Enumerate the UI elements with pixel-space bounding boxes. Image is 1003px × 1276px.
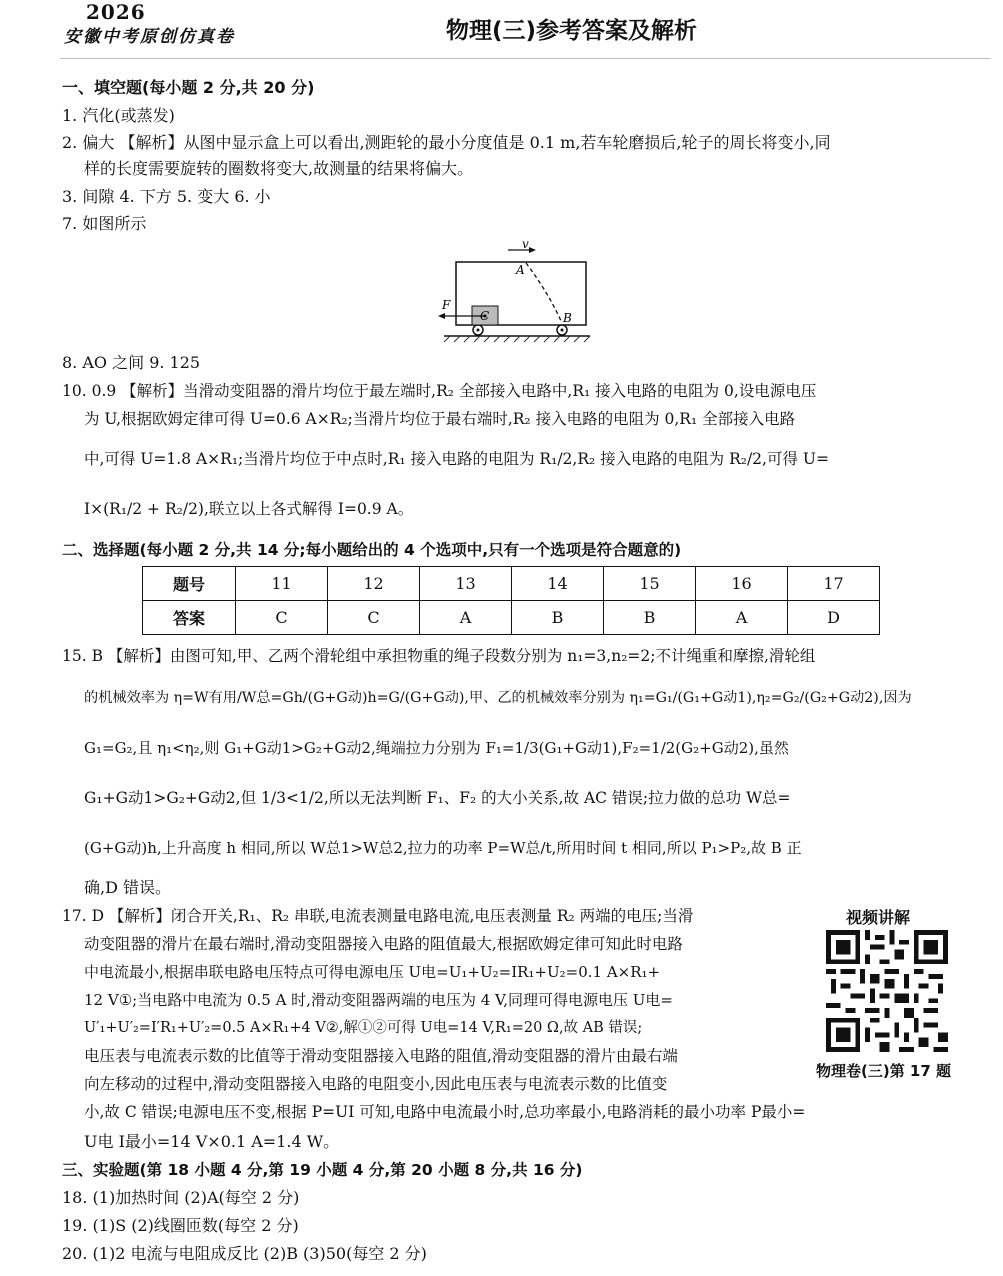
answer-q3-6: 3. 间隙 4. 下方 5. 变大 6. 小 bbox=[62, 187, 271, 206]
label-c: C bbox=[480, 309, 490, 323]
answer-q10-line3: 中,可得 U=1.8 A×R₁;当滑片均位于中点时,R₁ 接入电路的电阻为 R₁/2,R₂ 接入电路的电阻为 R₂/2,可得 U= bbox=[84, 450, 829, 468]
answer-q17-line1: 17. D 【解析】闭合开关,R₁、R₂ 串联,电流表测量电路电流,电压表测量 R₂ 两端的电压;当滑 bbox=[62, 907, 694, 925]
answer-q10-line4: I×(R₁/2 + R₂/2),联立以上各式解得 I=0.9 A。 bbox=[84, 500, 414, 518]
label-f: F bbox=[442, 298, 451, 312]
section3-heading: 三、实验题(第 18 小题 4 分,第 19 小题 4 分,第 20 小题 8 分,共 16 分) bbox=[62, 1161, 583, 1179]
answer-q17-line4: 12 V①;当电路中电流为 0.5 A 时,滑动变阻器两端的电压为 4 V,同理可得电源电压 U电= bbox=[84, 991, 673, 1009]
page-title: 物理(三)参考答案及解析 bbox=[446, 18, 698, 44]
answer-q15-line1: 15. B 【解析】由图可知,甲、乙两个滑轮组中承担物重的绳子段数分别为 n₁=3,n₂=2;不计绳重和摩擦,滑轮组 bbox=[62, 647, 816, 665]
table-header-question: 题号 bbox=[143, 567, 236, 601]
answer-q15-line3: G₁=G₂,且 η₁<η₂,则 G₁+G动1>G₂+G动2,绳端拉力分别为 F₁=1/3(G₁+G动1),F₂=1/2(G₂+G动2),虽然 bbox=[84, 739, 789, 757]
table-cell: A bbox=[420, 601, 512, 635]
q7-figure bbox=[430, 236, 600, 348]
qr-code-icon[interactable] bbox=[826, 930, 948, 1052]
answer-q17-line2: 动变阻器的滑片在最右端时,滑动变阻器接入电路的阻值最大,根据欧姆定律可知此时电路 bbox=[84, 935, 683, 953]
table-row-answers bbox=[143, 601, 880, 635]
table-cell: 16 bbox=[696, 567, 788, 601]
table-cell: 15 bbox=[604, 567, 696, 601]
section2-heading: 二、选择题(每小题 2 分,共 14 分;每小题给出的 4 个选项中,只有一个选项是符合题意的) bbox=[62, 541, 682, 559]
header-year: 2026 bbox=[86, 0, 146, 24]
table-row-questions bbox=[143, 567, 880, 601]
answer-q19: 19. (1)S (2)线圈匝数(每空 2 分) bbox=[62, 1216, 299, 1235]
table-cell: 12 bbox=[328, 567, 420, 601]
answer-q20: 20. (1)2 电流与电阻成反比 (2)B (3)50(每空 2 分) bbox=[62, 1244, 427, 1263]
answer-q17-line9: U电 I最小=14 V×0.1 A=1.4 W。 bbox=[84, 1132, 340, 1151]
label-v: v bbox=[522, 237, 529, 251]
header-divider bbox=[60, 58, 990, 59]
section1-heading: 一、填空题(每小题 2 分,共 20 分) bbox=[62, 78, 315, 97]
answer-q17-line8: 小,故 C 错误;电源电压不变,根据 P=UI 可知,电路中电流最小时,总功率最小,电路消耗的最小功率 P最小= bbox=[84, 1103, 806, 1121]
answer-q8-9: 8. AO 之间 9. 125 bbox=[62, 353, 201, 372]
video-caption: 物理卷(三)第 17 题 bbox=[816, 1062, 952, 1080]
answer-q15-line4: G₁+G动1>G₂+G动2,但 1/3<1/2,所以无法判断 F₁、F₂ 的大小关系,故 AC 错误;拉力做的总功 W总= bbox=[84, 789, 791, 807]
table-cell: C bbox=[328, 601, 420, 635]
label-a: A bbox=[516, 263, 525, 277]
answer-q7: 7. 如图所示 bbox=[62, 214, 147, 233]
answer-q15-line6: 确,D 错误。 bbox=[84, 878, 172, 897]
answer-q15-line2: 的机械效率为 η=W有用/W总=Gh/(G+G动)h=G/(G+G动),甲、乙的机械效率分别为 η₁=G₁/(G₁+G动1),η₂=G₂/(G₂+G动2),因为 bbox=[84, 690, 912, 706]
label-b: B bbox=[563, 311, 572, 325]
table-cell: 13 bbox=[420, 567, 512, 601]
answer-table bbox=[142, 566, 880, 635]
table-cell: B bbox=[512, 601, 604, 635]
answer-q17-line6: 电压表与电流表示数的比值等于滑动变阻器接入电路的阻值,滑动变阻器的滑片由最右端 bbox=[84, 1047, 678, 1065]
table-cell: 14 bbox=[512, 567, 604, 601]
table-cell: B bbox=[604, 601, 696, 635]
table-header-answer: 答案 bbox=[143, 601, 236, 635]
ground-hatch bbox=[444, 336, 590, 342]
answer-q15-line5: (G+G动)h,上升高度 h 相同,所以 W总1>W总2,拉力的功率 P=W总/t,所用时间 t 相同,所以 P₁>P₂,故 B 正 bbox=[84, 839, 802, 857]
answer-q17-line7: 向左移动的过程中,滑动变阻器接入电路的电阻变小,因此电压表与电流表示数的比值变 bbox=[84, 1075, 668, 1093]
video-title: 视频讲解 bbox=[846, 908, 911, 927]
answer-q18: 18. (1)加热时间 (2)A(每空 2 分) bbox=[62, 1188, 300, 1207]
answer-q2-line1: 2. 偏大 【解析】从图中显示盒上可以看出,测距轮的最小分度值是 0.1 m,若车轮磨损后,轮子的周长将变小,同 bbox=[62, 133, 831, 152]
answer-q10-line1: 10. 0.9 【解析】当滑动变阻器的滑片均位于最左端时,R₂ 全部接入电路中,R₁ 接入电路的电阻为 0,设电源电压 bbox=[62, 382, 817, 400]
table-cell: A bbox=[696, 601, 788, 635]
table-cell: D bbox=[788, 601, 880, 635]
fall-path bbox=[526, 263, 562, 323]
table-cell: 11 bbox=[236, 567, 328, 601]
answer-q10-line2: 为 U,根据欧姆定律可得 U=0.6 A×R₂;当滑片均位于最右端时,R₂ 接入电路的电阻为 0,R₁ 全部接入电路 bbox=[84, 410, 796, 428]
answer-q17-line5: U′₁+U′₂=I′R₁+U′₂=0.5 A×R₁+4 V②,解①②可得 U电=14 V,R₁=20 Ω,故 AB 错误; bbox=[84, 1020, 643, 1036]
answer-q17-line3: 中电流最小,根据串联电路电压特点可得电源电压 U电=U₁+U₂=IR₁+U₂=0.1 A×R₁+ bbox=[84, 963, 661, 981]
table-cell: 17 bbox=[788, 567, 880, 601]
header-series: 安徽中考原创仿真卷 bbox=[64, 27, 235, 47]
answer-q2-line2: 样的长度需要旋转的圈数将变大,故测量的结果将偏大。 bbox=[84, 159, 474, 178]
table-cell: C bbox=[236, 601, 328, 635]
answer-q1: 1. 汽化(或蒸发) bbox=[62, 106, 175, 125]
